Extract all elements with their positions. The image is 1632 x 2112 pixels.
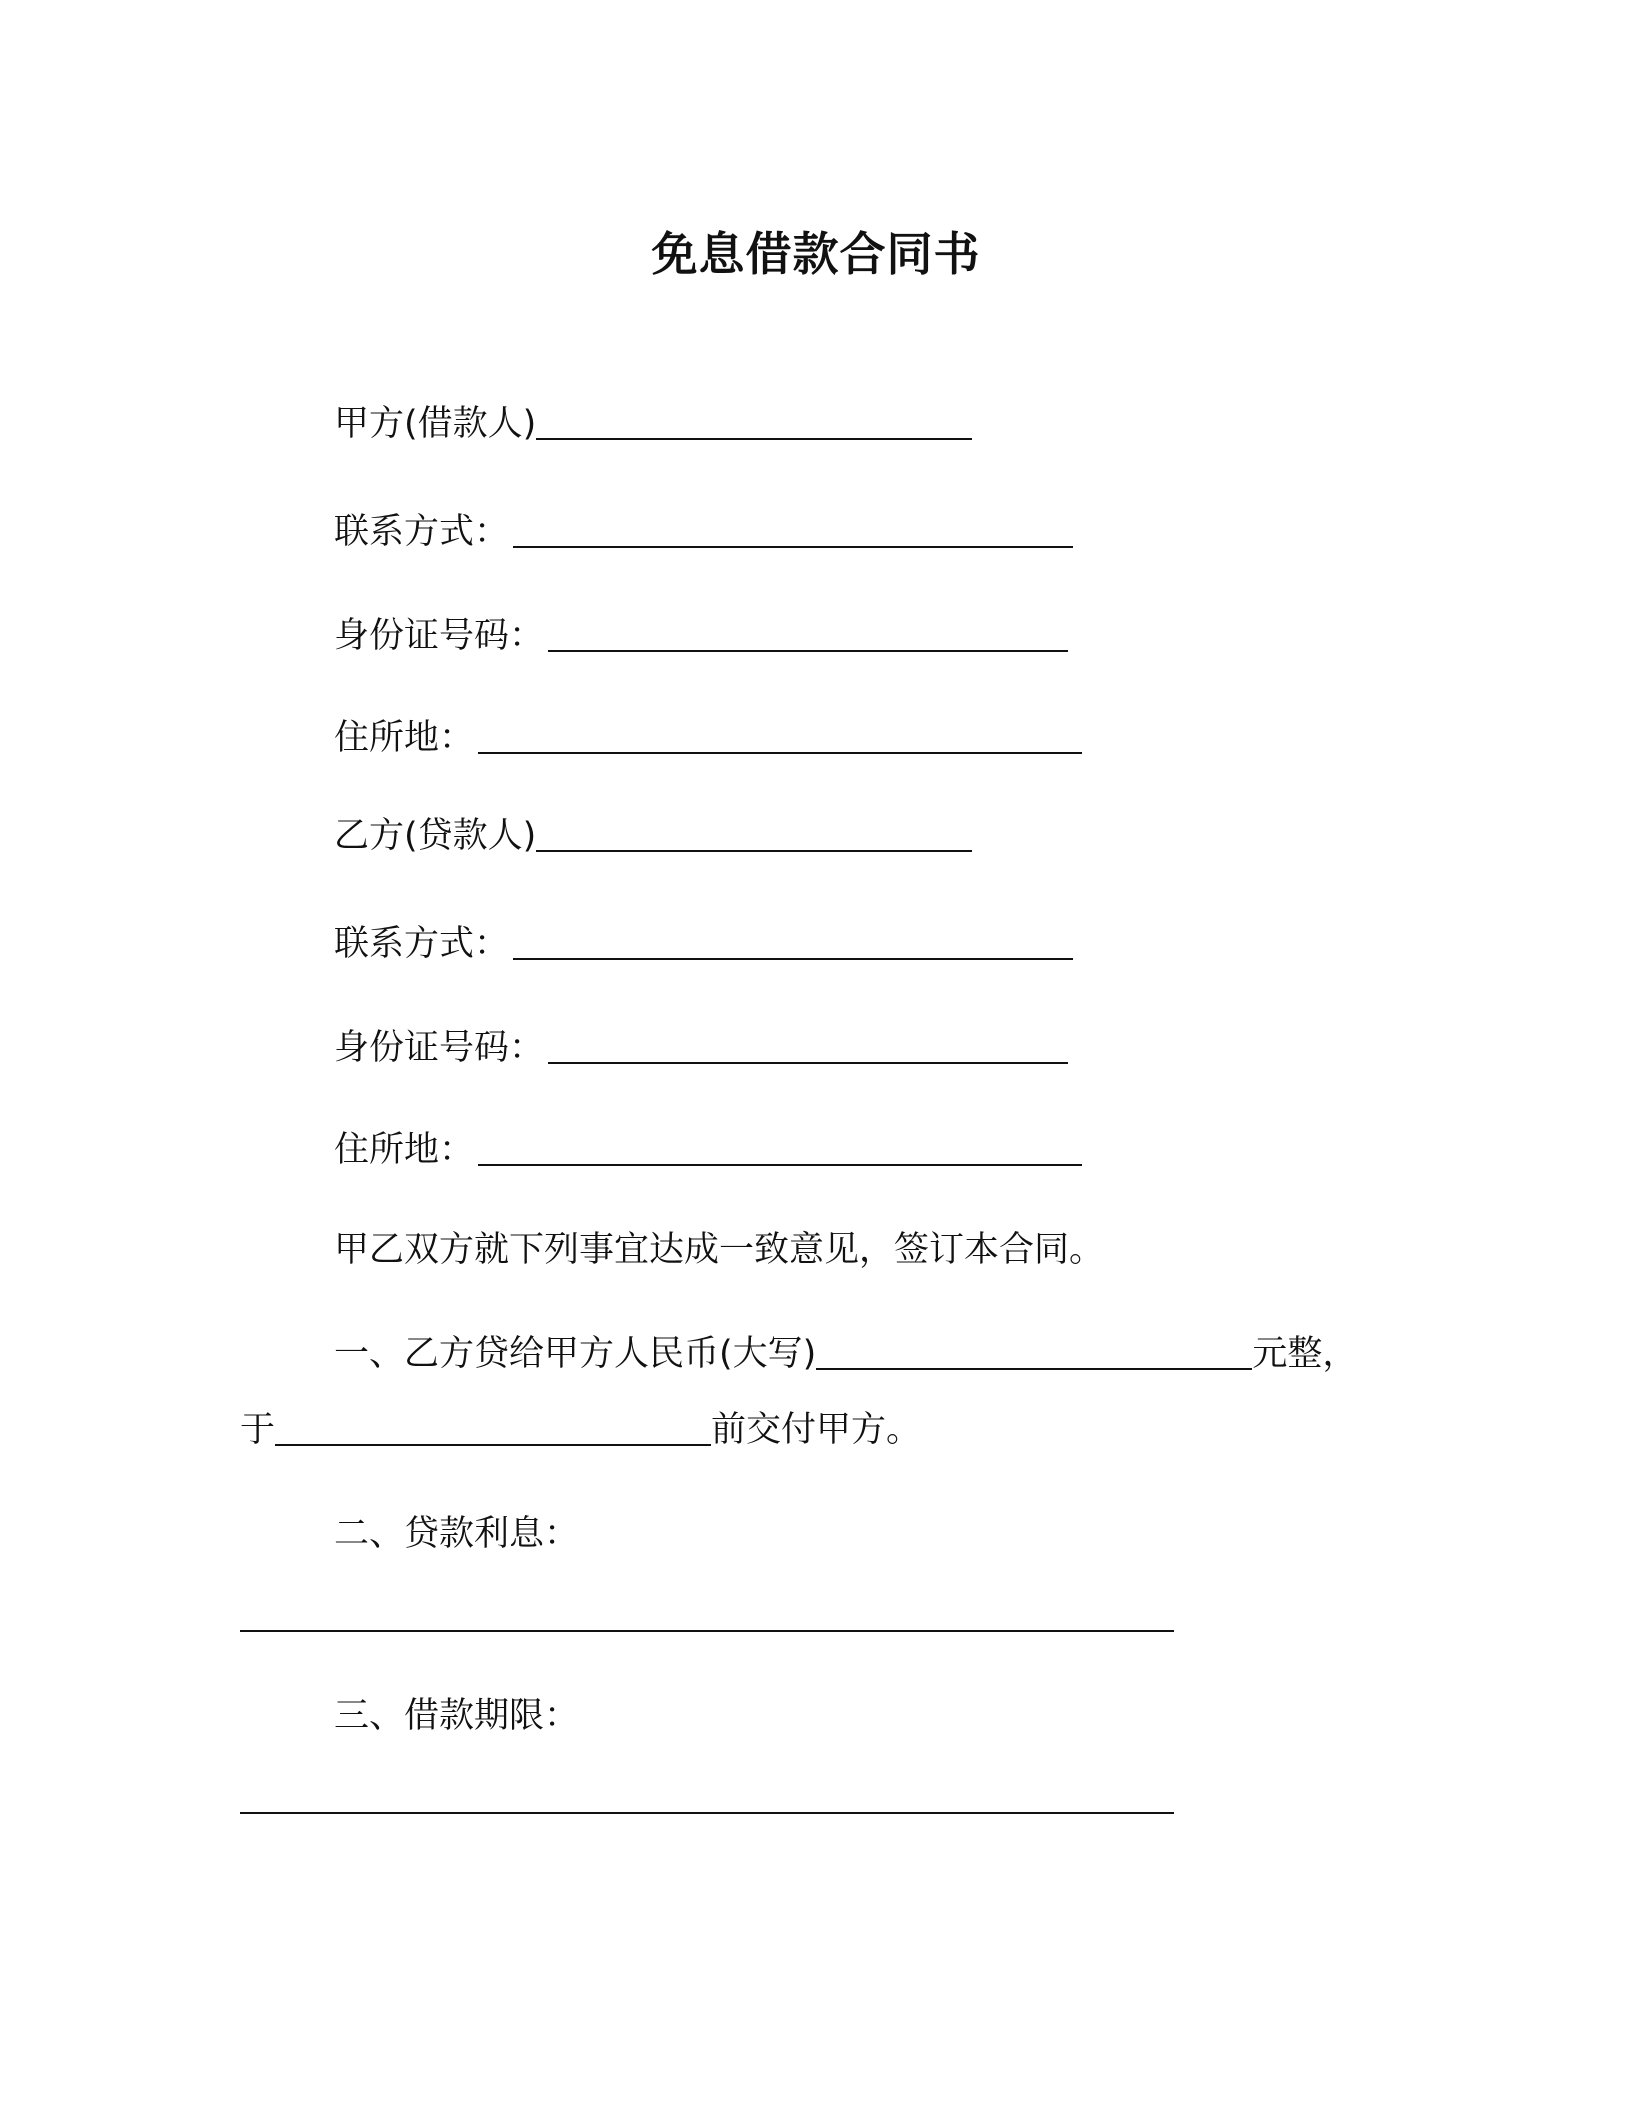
loan-term-blank[interactable]	[240, 1812, 1174, 1814]
clause-2-row	[334, 1510, 579, 1558]
party-b-address-label: 住所地：	[334, 1130, 475, 1170]
interest-blank[interactable]	[240, 1630, 1174, 1632]
clause-1-line-2	[240, 1406, 921, 1454]
party-a-row	[334, 400, 972, 448]
party-a-contact-blank[interactable]	[513, 510, 1073, 548]
party-a-contact-row	[334, 508, 1073, 556]
clause-1-amount-suffix: 元整，	[1252, 1334, 1358, 1374]
party-a-id-row	[334, 612, 1068, 660]
clause-2-label: 二、贷款利息：	[334, 1514, 580, 1554]
party-b-label: 乙方(贷款人)	[334, 816, 537, 856]
document-title: 免息借款合同书	[651, 227, 981, 281]
clause-3-label: 三、借款期限：	[334, 1696, 580, 1736]
intro-text: 甲乙双方就下列事宜达成一致意见，签订本合同。	[334, 1230, 1105, 1270]
clause-3-row	[334, 1692, 579, 1740]
party-b-name-blank[interactable]	[536, 814, 972, 852]
party-a-label: 甲方(借款人)	[334, 404, 537, 444]
party-a-address-blank[interactable]	[478, 716, 1082, 754]
party-a-contact-label: 联系方式：	[334, 512, 510, 552]
party-b-address-blank[interactable]	[478, 1128, 1082, 1166]
intro-paragraph	[334, 1226, 1104, 1274]
party-b-row	[334, 812, 972, 860]
loan-amount-blank[interactable]	[816, 1332, 1252, 1370]
party-b-id-label: 身份证号码：	[334, 1028, 545, 1068]
party-a-address-label: 住所地：	[334, 718, 475, 758]
delivery-date-blank[interactable]	[275, 1408, 711, 1446]
party-b-id-row	[334, 1024, 1068, 1072]
party-b-address-row	[334, 1126, 1082, 1174]
clause-1-line-1	[334, 1330, 1357, 1378]
clause-1-date-suffix: 前交付甲方。	[711, 1410, 922, 1450]
clause-1-prefix: 一、乙方贷给甲方人民币(大写)	[334, 1334, 817, 1374]
party-b-contact-blank[interactable]	[513, 922, 1073, 960]
party-a-id-blank[interactable]	[548, 614, 1068, 652]
party-b-contact-row	[334, 920, 1073, 968]
party-a-address-row	[334, 714, 1082, 762]
party-a-name-blank[interactable]	[536, 402, 972, 440]
party-b-id-blank[interactable]	[548, 1026, 1068, 1064]
party-a-id-label: 身份证号码：	[334, 616, 545, 656]
clause-1-date-prefix: 于	[240, 1410, 276, 1450]
party-b-contact-label: 联系方式：	[334, 924, 510, 964]
